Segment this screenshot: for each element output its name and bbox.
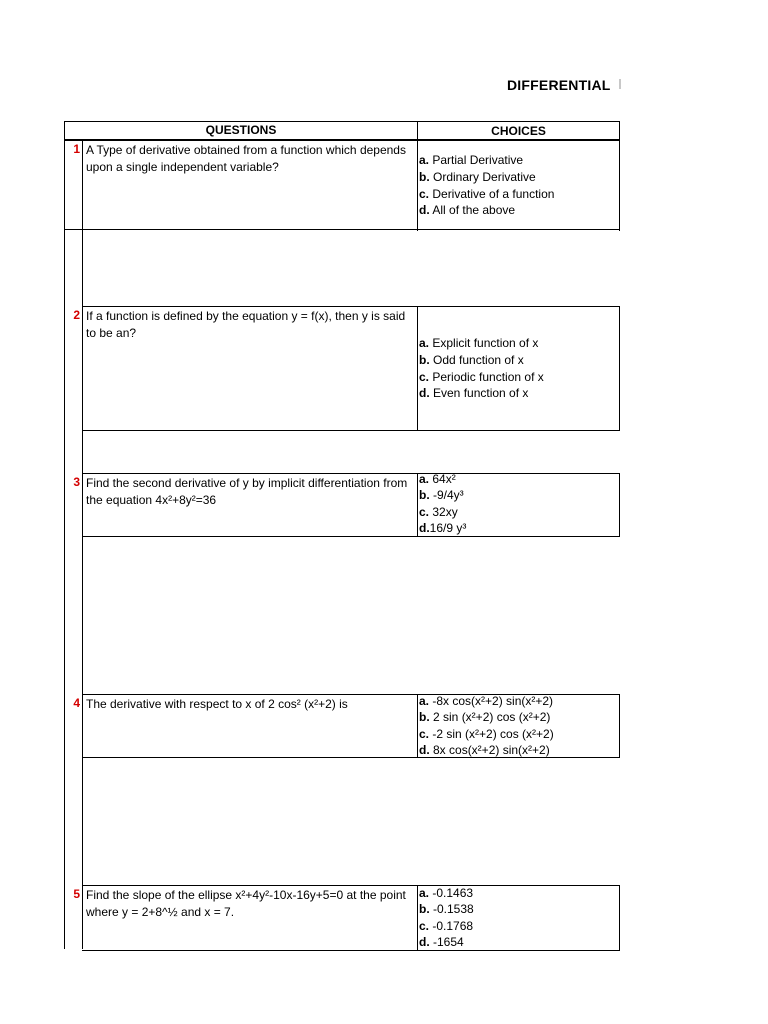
- choice-text: Partial Derivative: [429, 153, 524, 167]
- choice-list: [419, 335, 618, 402]
- rule: [64, 121, 65, 231]
- choice-option: [419, 520, 618, 536]
- choice-option: [419, 487, 618, 503]
- title-clip-mark: [619, 79, 621, 89]
- rule: [82, 430, 620, 431]
- rule: [417, 694, 418, 758]
- choice-letter: c.: [419, 186, 430, 201]
- choice-list: [419, 885, 618, 950]
- choice-letter: d.: [419, 203, 430, 218]
- choice-text: Explicit function of x: [429, 336, 539, 350]
- choice-text: Even function of x: [429, 386, 529, 401]
- rule: [619, 306, 620, 431]
- choice-text: 16/9 y³: [429, 520, 467, 535]
- rule: [417, 885, 418, 951]
- question-text: A Type of derivative obtained from a function which depends upon a single independent variable?: [86, 143, 406, 174]
- choice-letter: a.: [419, 886, 430, 900]
- rule: [82, 306, 620, 307]
- choice-letter: d.: [419, 934, 430, 949]
- rule: [619, 121, 620, 231]
- rule: [64, 139, 620, 141]
- rule: [82, 140, 83, 230]
- question-number: 1: [73, 142, 80, 156]
- choice-letter: c.: [419, 918, 430, 933]
- choice-letter: b.: [419, 352, 430, 367]
- choice-option: [419, 726, 618, 742]
- question-number: 5: [73, 887, 80, 901]
- question-text: Find the second derivative of y by implicit differentiation from the equation 4x²+8y²=36: [86, 476, 408, 507]
- choice-text: -0.1538: [429, 902, 474, 917]
- choice-option: [419, 352, 618, 369]
- choice-letter: b.: [419, 488, 430, 503]
- choice-option: [419, 742, 618, 758]
- choice-text: 8x cos(x²+2) sin(x²+2): [429, 742, 550, 757]
- choice-option: [419, 335, 618, 352]
- choice-option: [419, 169, 618, 186]
- choice-letter: a.: [419, 694, 430, 708]
- choice-option: [419, 693, 618, 709]
- choice-text: -0.1463: [429, 886, 474, 900]
- rule: [619, 885, 620, 951]
- choice-text: 2 sin (x²+2) cos (x²+2): [429, 710, 551, 725]
- choice-text: Derivative of a function: [429, 186, 555, 201]
- choice-option: [419, 385, 618, 402]
- choice-text: All of the above: [429, 203, 516, 218]
- choice-letter: c.: [419, 726, 430, 741]
- choice-text: -1654: [429, 934, 464, 949]
- rule: [619, 473, 620, 537]
- document-title: DIFFERENTIAL: [507, 77, 611, 93]
- choice-option: [419, 202, 618, 219]
- choice-option: [419, 885, 618, 901]
- choice-text: 64x²: [429, 472, 456, 486]
- choice-option: [419, 152, 618, 169]
- choice-letter: d.: [419, 742, 430, 757]
- choice-text: 32xy: [429, 504, 458, 519]
- choice-letter: a.: [419, 336, 430, 350]
- choice-option: [419, 918, 618, 934]
- choice-text: -0.1768: [429, 918, 474, 933]
- choice-option: [419, 471, 618, 487]
- rule: [64, 229, 620, 230]
- rule: [82, 229, 83, 949]
- rule: [417, 473, 418, 537]
- choice-text: -2 sin (x²+2) cos (x²+2): [429, 726, 554, 741]
- choice-option: [419, 934, 618, 950]
- choice-letter: a.: [419, 472, 430, 486]
- question-text: If a function is defined by the equation y = f(x), then y is said to be an?: [86, 309, 406, 340]
- rule: [64, 229, 65, 949]
- choices-header: CHOICES: [491, 124, 546, 138]
- choice-letter: c.: [419, 369, 430, 384]
- choice-letter: d.: [419, 386, 430, 401]
- choice-letter: a.: [419, 153, 430, 167]
- rule: [64, 121, 620, 122]
- choice-text: Periodic function of x: [429, 369, 544, 384]
- choice-letter: c.: [419, 504, 430, 519]
- question-number: 3: [73, 475, 80, 489]
- choice-option: [419, 186, 618, 203]
- choice-text: Ordinary Derivative: [429, 169, 536, 184]
- choice-text: -8x cos(x²+2) sin(x²+2): [429, 694, 554, 708]
- question-number: 2: [73, 308, 80, 322]
- choice-option: [419, 504, 618, 520]
- choice-text: -9/4y³: [429, 488, 464, 503]
- question-text: The derivative with respect to x of 2 cos² (x²+2) is: [86, 697, 348, 711]
- choice-text: Odd function of x: [429, 352, 524, 367]
- question-number: 4: [73, 696, 80, 710]
- choice-list: [419, 152, 618, 219]
- choice-list: [419, 693, 618, 758]
- choice-list: [419, 471, 618, 536]
- questions-header: QUESTIONS: [205, 123, 277, 137]
- choice-option: [419, 369, 618, 386]
- choice-option: [419, 709, 618, 725]
- question-text: Find the slope of the ellipse x²+4y²-10x-16y+5=0 at the point where y = 2+8^½ and x = 7.: [86, 888, 406, 919]
- choice-option: [419, 901, 618, 917]
- choice-letter: b.: [419, 902, 430, 917]
- rule: [417, 306, 418, 431]
- rule: [619, 694, 620, 758]
- choice-letter: d.: [419, 520, 430, 535]
- choice-letter: b.: [419, 169, 430, 184]
- choice-letter: b.: [419, 710, 430, 725]
